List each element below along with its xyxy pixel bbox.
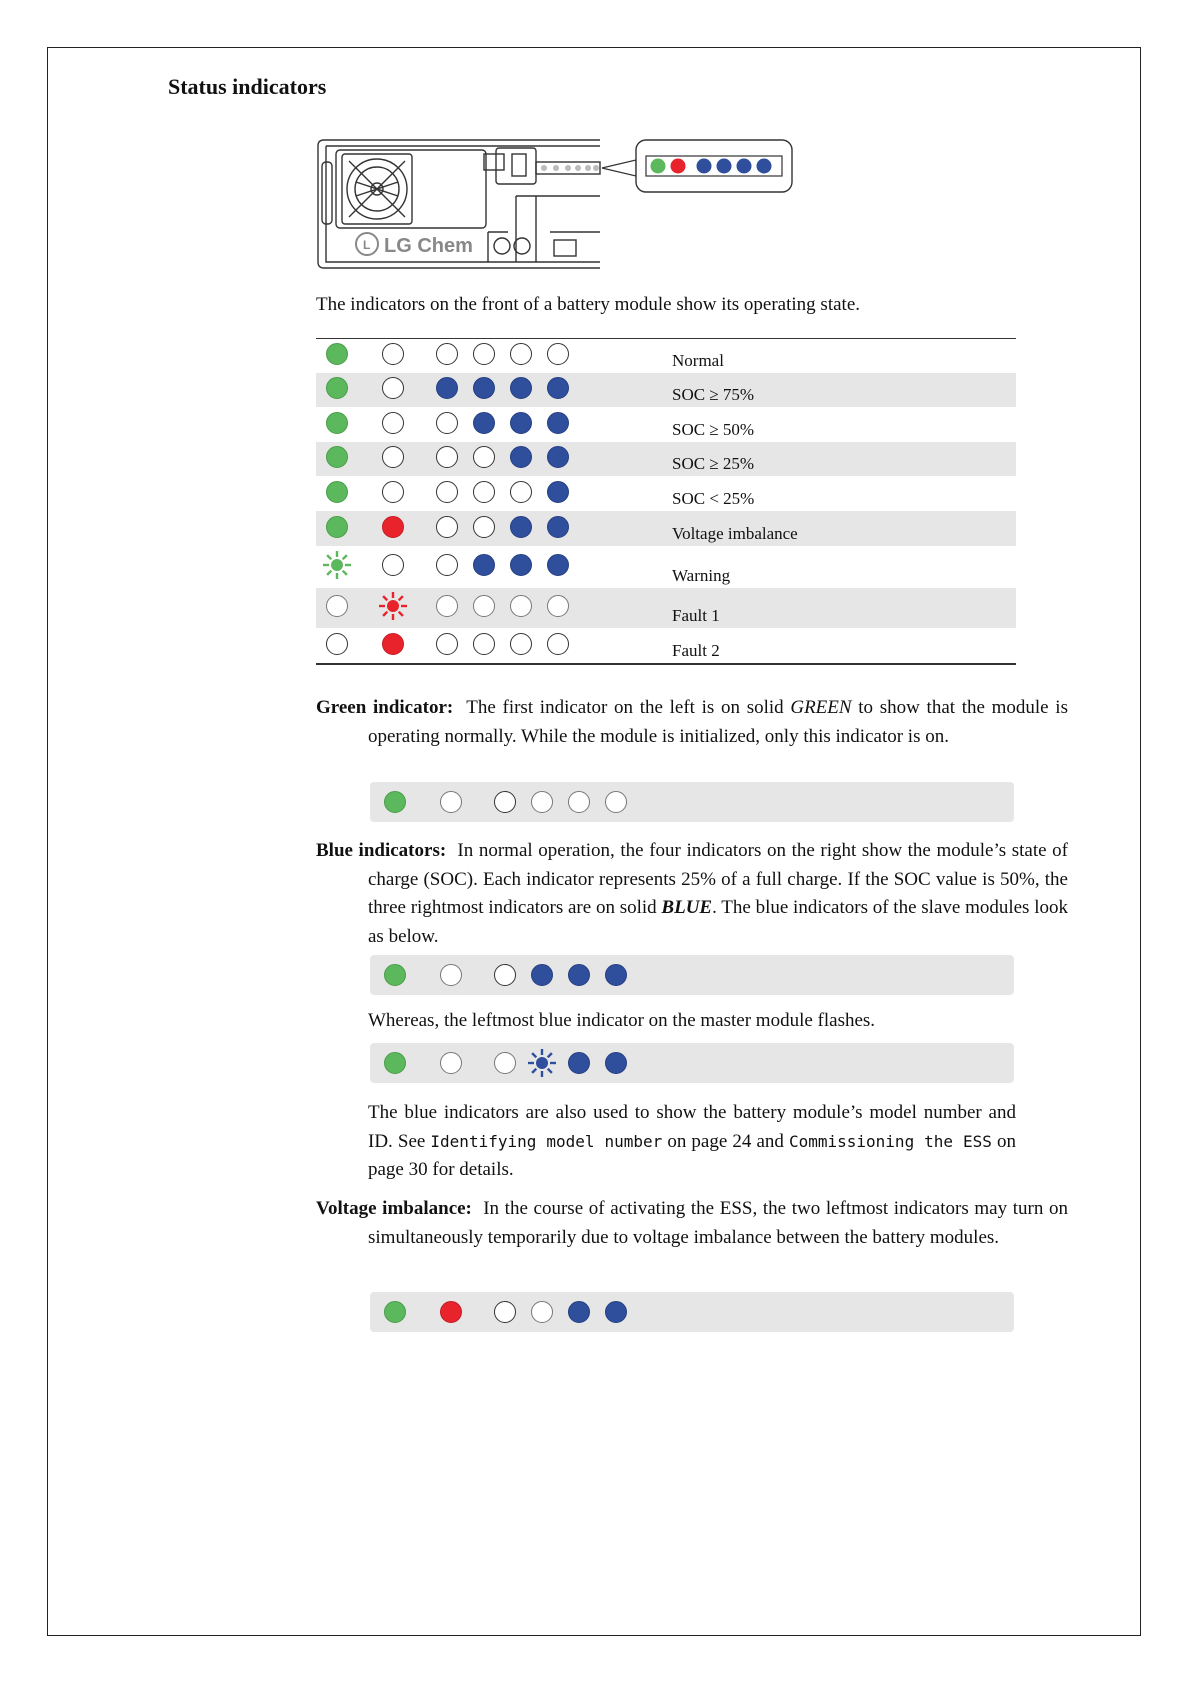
state-label: SOC < 25% <box>672 489 755 509</box>
blue-led-icon <box>473 554 495 576</box>
off-gray-led-icon <box>440 964 462 986</box>
blue-led-icon <box>531 964 553 986</box>
off-led-icon <box>473 343 495 365</box>
callout-green-led <box>651 159 666 174</box>
table-row <box>316 373 1016 407</box>
off-led-icon <box>510 633 532 655</box>
model-text-2: on page 24 and <box>662 1130 789 1152</box>
red-led-icon <box>382 633 404 655</box>
table-row <box>316 407 1016 442</box>
off-gray-led-icon <box>440 791 462 813</box>
off-led-icon <box>510 343 532 365</box>
blue-text-2: . The blue indicators of the slave modules look as below. <box>368 897 1068 947</box>
page-heading: Status indicators <box>168 74 327 99</box>
green-led-icon <box>326 481 348 503</box>
callout-blue-led <box>757 159 772 174</box>
blue-led-icon <box>568 1301 590 1323</box>
identifying-model-number-link[interactable]: Identifying model number <box>430 1131 663 1151</box>
off-led-icon <box>382 481 404 503</box>
blue-led-icon <box>510 377 532 399</box>
state-label: Warning <box>672 566 731 586</box>
green-led-icon <box>326 343 348 365</box>
off-led-icon <box>382 377 404 399</box>
blue-led-icon <box>547 377 569 399</box>
off-led-icon <box>436 554 458 576</box>
off-led-icon <box>382 554 404 576</box>
red-led-icon <box>440 1301 462 1323</box>
table-row <box>316 442 1016 476</box>
callout-red-led <box>671 159 686 174</box>
off-led-icon <box>473 446 495 468</box>
state-label: Normal <box>672 351 724 371</box>
blue-led-icon <box>605 964 627 986</box>
off-led-icon <box>547 633 569 655</box>
table-bottom-rule <box>316 663 1016 664</box>
off-led-icon <box>382 446 404 468</box>
voltage-text: In the course of activating the ESS, the two leftmost indicators may turn on simultaneously temporarily due to voltage imbalance between the battery modules. <box>368 1198 1069 1248</box>
table-row <box>316 511 1016 546</box>
state-label: Fault 1 <box>672 606 720 626</box>
green-flashing-led-icon <box>322 550 352 580</box>
off-gray-led-icon <box>531 791 553 813</box>
blue-indicators-paragraph <box>316 837 1068 951</box>
intro-text: The indicators on the front of a battery module show its operating state. <box>316 294 860 315</box>
off-gray-led-icon <box>547 595 569 617</box>
voltage-demo-bar <box>370 1292 1014 1332</box>
callout-blue-led <box>737 159 752 174</box>
red-flashing-led-icon <box>378 591 408 621</box>
green-led-icon <box>384 1052 406 1074</box>
red-led-icon <box>382 516 404 538</box>
blue-led-icon <box>510 412 532 434</box>
off-led-icon <box>436 412 458 434</box>
blue-led-icon <box>510 446 532 468</box>
master-text: Whereas, the leftmost blue indicator on the master module flashes. <box>368 1010 876 1031</box>
off-gray-led-icon <box>494 1052 516 1074</box>
green-emph: GREEN <box>790 697 852 718</box>
off-gray-led-icon <box>473 595 495 617</box>
blue-indicators-term: Blue indicators: <box>316 840 447 861</box>
off-led-icon <box>436 481 458 503</box>
off-led-icon <box>494 1301 516 1323</box>
off-led-icon <box>473 481 495 503</box>
blue-led-icon <box>510 516 532 538</box>
blue-led-icon <box>436 377 458 399</box>
green-led-icon <box>384 791 406 813</box>
off-led-icon <box>494 791 516 813</box>
off-gray-led-icon <box>510 595 532 617</box>
blue-led-icon <box>510 554 532 576</box>
off-led-icon <box>382 343 404 365</box>
green-led-icon <box>326 516 348 538</box>
off-led-icon <box>436 633 458 655</box>
battery-module-diagram <box>316 136 796 272</box>
blue-led-icon <box>605 1052 627 1074</box>
blue-led-icon <box>568 964 590 986</box>
off-led-icon <box>510 481 532 503</box>
off-led-icon <box>436 343 458 365</box>
off-gray-led-icon <box>531 1301 553 1323</box>
off-led-icon <box>436 446 458 468</box>
state-label: SOC ≥ 75% <box>672 385 755 405</box>
callout-blue-led <box>697 159 712 174</box>
table-row <box>316 476 1016 511</box>
green-text-1: The first indicator on the left is on solid <box>466 697 791 718</box>
green-demo-bar <box>370 782 1014 822</box>
green-led-icon <box>384 1301 406 1323</box>
slave-demo-bar <box>370 955 1014 995</box>
state-label: SOC ≥ 25% <box>672 454 755 474</box>
state-label: Fault 2 <box>672 641 720 661</box>
blue-text-1: In normal operation, the four indicators on the right show the module’s state of charge (SOC). Each indicator represents 25% of a full charge. If the SOC value is 50%, the three rightmost indicators are on solid <box>368 840 1069 918</box>
green-indicator-paragraph <box>316 694 1068 751</box>
blue-led-icon <box>568 1052 590 1074</box>
off-led-icon <box>436 516 458 538</box>
off-led-icon <box>473 516 495 538</box>
table-row <box>316 588 1016 628</box>
blue-led-icon <box>547 554 569 576</box>
off-led-icon <box>473 633 495 655</box>
green-led-icon <box>384 964 406 986</box>
blue-led-icon <box>473 412 495 434</box>
blue-led-icon <box>547 481 569 503</box>
blue-flashing-led-icon <box>527 1048 557 1078</box>
indicator-state-table <box>316 338 1016 665</box>
state-label: Voltage imbalance <box>672 524 798 544</box>
model-text-3: on page 30 for details. <box>368 1130 1017 1180</box>
off-gray-led-icon <box>440 1052 462 1074</box>
blue-led-icon <box>547 412 569 434</box>
off-gray-led-icon <box>605 791 627 813</box>
svg-text:L: L <box>363 238 371 252</box>
callout-blue-led <box>717 159 732 174</box>
off-gray-led-icon <box>568 791 590 813</box>
table-row <box>316 546 1016 588</box>
blue-led-icon <box>547 446 569 468</box>
off-led-icon <box>382 412 404 434</box>
blue-led-icon <box>605 1301 627 1323</box>
master-demo-bar <box>370 1043 1014 1083</box>
off-led-icon <box>494 964 516 986</box>
table-row <box>316 628 1016 663</box>
model-number-paragraph <box>368 1099 1016 1185</box>
green-led-icon <box>326 446 348 468</box>
green-text-2: to show that the module is operating normally. While the module is initialized, only this indicator is on. <box>368 697 1068 747</box>
model-text-1: The blue indicators are also used to show the battery module’s model number and ID. See <box>368 1102 1016 1152</box>
blue-emph: BLUE <box>661 897 713 918</box>
off-gray-led-icon <box>326 595 348 617</box>
voltage-imbalance-paragraph <box>316 1195 1068 1252</box>
voltage-imbalance-term: Voltage imbalance: <box>316 1198 472 1219</box>
svg-text:LG Chem: LG Chem <box>384 235 473 257</box>
lg-chem-logo <box>356 233 473 257</box>
green-led-icon <box>326 412 348 434</box>
green-indicator-term: Green indicator: <box>316 697 454 718</box>
green-led-icon <box>326 377 348 399</box>
table-row <box>316 339 1016 373</box>
commissioning-ess-link[interactable]: Commissioning the ESS <box>788 1131 992 1151</box>
off-led-icon <box>547 343 569 365</box>
blue-led-icon <box>547 516 569 538</box>
state-label: SOC ≥ 50% <box>672 420 755 440</box>
off-gray-led-icon <box>436 595 458 617</box>
blue-led-icon <box>473 377 495 399</box>
off-led-icon <box>326 633 348 655</box>
